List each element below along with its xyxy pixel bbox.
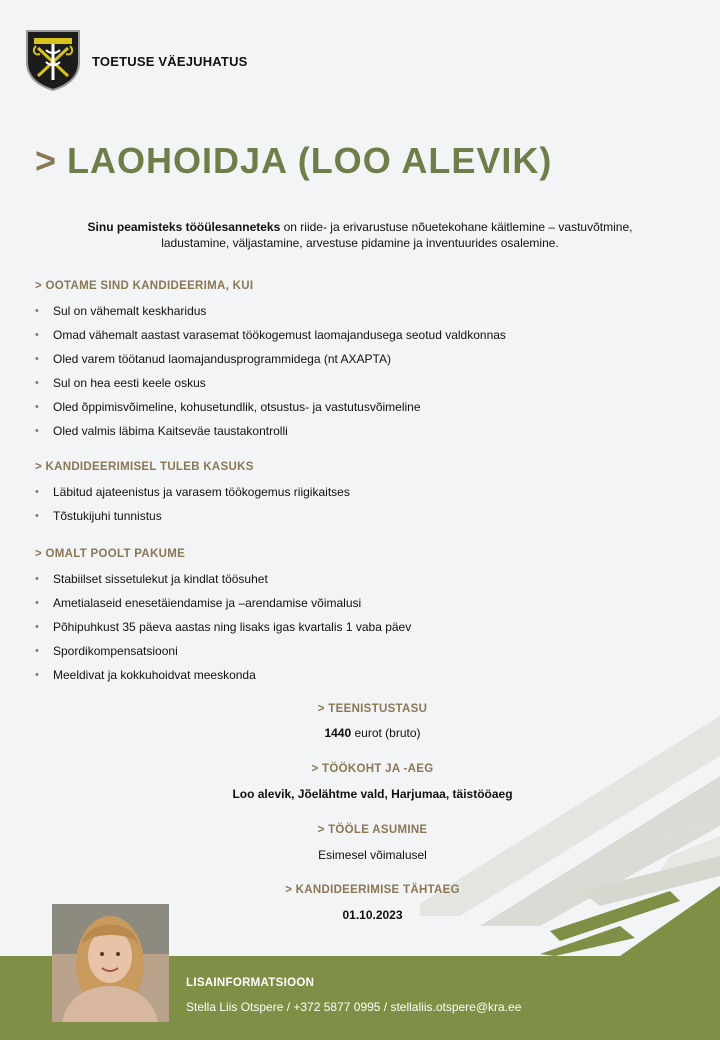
- deadline-heading: > KANDIDEERIMISE TÄHTAEG: [285, 884, 460, 896]
- list-item: • Oled õppimisvõimeline, kohusetundlik, otsustus- ja vastutusvõimeline: [35, 398, 506, 422]
- start-heading: > TÖÖLE ASUMINE: [317, 824, 428, 836]
- title-arrow: >: [35, 140, 58, 181]
- list-item: • Stabiilset sissetulekut ja kindlat töösuhet: [35, 570, 411, 594]
- advantages-list: [35, 483, 350, 531]
- title-text: LAOHOIDJA (LOO ALEVIK): [67, 140, 553, 181]
- section-heading-offer: > OMALT POOLT PAKUME: [35, 548, 186, 560]
- list-item: • Tõstukijuhi tunnistus: [35, 507, 350, 531]
- page-title: [35, 140, 552, 182]
- deadline-value: 01.10.2023: [342, 908, 403, 922]
- list-item: • Spordikompensatsiooni: [35, 642, 411, 666]
- list-item: • Omad vähemalt aastast varasemat töökogemust laomajandusega seotud valdkonnas: [35, 326, 506, 350]
- offer-list: [35, 570, 411, 690]
- section-heading-advantages: > KANDIDEERIMISEL TULEB KASUKS: [35, 461, 254, 473]
- salary-heading: > TEENISTUSTASU: [317, 703, 428, 715]
- contact-person-photo: [52, 904, 169, 1022]
- section-heading-requirements: > OOTAME SIND KANDIDEERIMA, KUI: [35, 280, 254, 292]
- requirements-list: [35, 302, 506, 446]
- list-item: • Sul on vähemalt keskharidus: [35, 302, 506, 326]
- list-item: • Oled varem töötanud laomajandusprogrammidega (nt AXAPTA): [35, 350, 506, 374]
- crest-icon: [24, 28, 82, 92]
- intro-lead: Sinu peamisteks tööülesanneteks: [87, 220, 281, 234]
- salary-unit: eurot (bruto): [351, 726, 421, 740]
- list-item: • Põhipuhkust 35 päeva aastas ning lisaks igas kvartalis 1 vaba päev: [35, 618, 411, 642]
- location-heading: > TÖÖKOHT JA -AEG: [311, 763, 434, 775]
- salary-amount: 1440: [324, 726, 352, 740]
- org-name: TOETUSE VÄEJUHATUS: [92, 54, 248, 69]
- org-header: [24, 28, 82, 92]
- location-value: Loo alevik, Jõelähtme vald, Harjumaa, täistööaeg: [232, 787, 513, 801]
- list-item: • Sul on hea eesti keele oskus: [35, 374, 506, 398]
- contact-value: Stella Liis Otspere / +372 5877 0995 / stellaliis.otspere@kra.ee: [186, 1000, 522, 1014]
- start-value: Esimesel võimalusel: [318, 848, 427, 862]
- list-item: • Oled valmis läbima Kaitseväe taustakontrolli: [35, 422, 506, 446]
- contact-heading: LISAINFORMATSIOON: [186, 977, 315, 989]
- list-item: • Läbitud ajateenistus ja varasem töökogemus riigikaitses: [35, 483, 350, 507]
- list-item: • Ametialaseid enesetäiendamise ja –arendamise võimalusi: [35, 594, 411, 618]
- intro-text: [40, 219, 680, 251]
- intro-rest: on riide- ja erivarustuse nõuetekohane käitlemine – vastuvõtmine,: [280, 220, 633, 234]
- intro-line2: ladustamine, väljastamine, arvestuse pidamine ja inventuurides osalemine.: [161, 236, 559, 250]
- list-item: • Meeldivat ja kokkuhoidvat meeskonda: [35, 666, 411, 690]
- salary-value: [0, 726, 720, 740]
